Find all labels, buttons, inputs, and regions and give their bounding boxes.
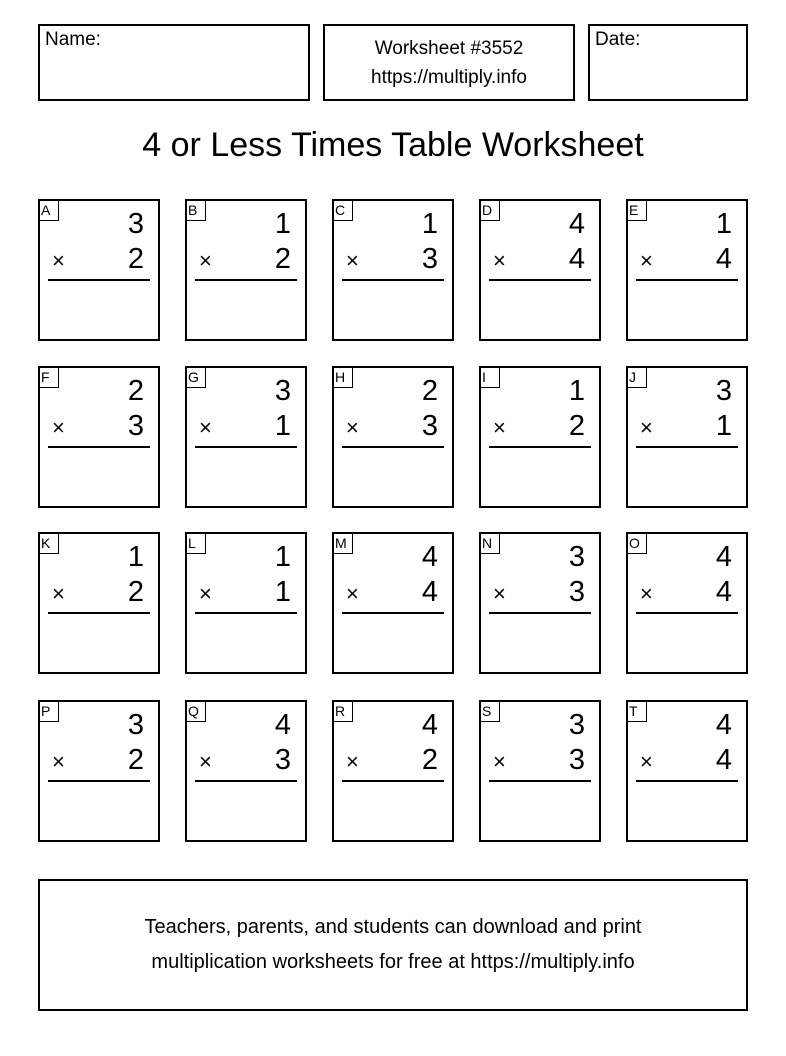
footer-box [38, 879, 748, 1011]
answer-line [636, 780, 738, 782]
problem-letter: B [185, 199, 206, 221]
problem-letter: L [185, 532, 206, 554]
multiplier: 2 [127, 576, 144, 608]
problem-card [626, 700, 748, 842]
times-sign: × [52, 248, 65, 273]
problem-letter: T [626, 700, 647, 722]
problem-letter: R [332, 700, 353, 722]
answer-line [342, 279, 444, 281]
problem-letter: O [626, 532, 647, 554]
multiplicand: 4 [421, 709, 438, 741]
times-sign: × [199, 415, 212, 440]
problem-letter: G [185, 366, 206, 388]
problem-card [185, 199, 307, 341]
problem-card [185, 532, 307, 674]
problem-letter: E [626, 199, 647, 221]
problem-letter: D [479, 199, 500, 221]
multiplier: 3 [421, 243, 438, 275]
multiplicand: 1 [274, 541, 291, 573]
problem-card [38, 700, 160, 842]
problem-card [38, 199, 160, 341]
multiplier: 1 [274, 576, 291, 608]
answer-line [342, 612, 444, 614]
problem-card [185, 366, 307, 508]
answer-line [489, 780, 591, 782]
problem-card [185, 700, 307, 842]
answer-line [342, 780, 444, 782]
problem-letter: N [479, 532, 500, 554]
multiplier: 4 [421, 576, 438, 608]
times-sign: × [199, 749, 212, 774]
multiplier: 4 [715, 243, 732, 275]
answer-line [48, 279, 150, 281]
answer-line [489, 612, 591, 614]
name-label: Name: [45, 29, 101, 50]
problem-letter: Q [185, 700, 206, 722]
multiplicand: 4 [715, 541, 732, 573]
problem-letter: P [38, 700, 59, 722]
problem-card [38, 366, 160, 508]
date-label: Date: [595, 29, 641, 50]
multiplier: 1 [274, 410, 291, 442]
worksheet-url: https://multiply.info [371, 66, 527, 88]
times-sign: × [346, 581, 359, 606]
answer-line [48, 780, 150, 782]
answer-line [195, 612, 297, 614]
multiplicand: 3 [568, 709, 585, 741]
answer-line [195, 279, 297, 281]
multiplier: 1 [715, 410, 732, 442]
times-sign: × [199, 581, 212, 606]
problem-card [332, 532, 454, 674]
answer-line [342, 446, 444, 448]
problem-card [332, 199, 454, 341]
problem-letter: F [38, 366, 59, 388]
times-sign: × [52, 581, 65, 606]
multiplicand: 4 [274, 709, 291, 741]
worksheet-number: Worksheet #3552 [374, 37, 524, 59]
page-title: 4 or Less Times Table Worksheet [142, 126, 644, 164]
problem-letter: A [38, 199, 59, 221]
answer-line [195, 780, 297, 782]
multiplicand: 1 [127, 541, 144, 573]
times-sign: × [640, 415, 653, 440]
times-sign: × [52, 749, 65, 774]
times-sign: × [346, 248, 359, 273]
date-box [588, 24, 748, 101]
multiplicand: 4 [421, 541, 438, 573]
multiplicand: 4 [568, 208, 585, 240]
multiplier: 3 [568, 576, 585, 608]
multiplier: 4 [715, 744, 732, 776]
multiplier: 3 [568, 744, 585, 776]
problem-card [479, 366, 601, 508]
multiplier: 3 [127, 410, 144, 442]
problem-letter: I [479, 366, 500, 388]
problem-letter: H [332, 366, 353, 388]
multiplicand: 2 [421, 375, 438, 407]
multiplicand: 1 [568, 375, 585, 407]
times-sign: × [493, 749, 506, 774]
multiplicand: 3 [715, 375, 732, 407]
answer-line [636, 612, 738, 614]
times-sign: × [493, 248, 506, 273]
answer-line [48, 446, 150, 448]
problem-card [332, 366, 454, 508]
times-sign: × [640, 581, 653, 606]
times-sign: × [493, 415, 506, 440]
name-box [38, 24, 310, 101]
worksheet-id-box [323, 24, 575, 101]
footer-line-2: multiplication worksheets for free at https://multiply.info [151, 951, 635, 973]
times-sign: × [346, 749, 359, 774]
multiplicand: 2 [127, 375, 144, 407]
problem-letter: J [626, 366, 647, 388]
multiplicand: 3 [568, 541, 585, 573]
times-sign: × [640, 248, 653, 273]
multiplicand: 3 [127, 709, 144, 741]
answer-line [636, 446, 738, 448]
multiplier: 3 [274, 744, 291, 776]
times-sign: × [493, 581, 506, 606]
multiplier: 2 [127, 744, 144, 776]
problem-letter: C [332, 199, 353, 221]
multiplier: 4 [568, 243, 585, 275]
problem-card [332, 700, 454, 842]
problem-card [626, 366, 748, 508]
answer-line [489, 446, 591, 448]
multiplicand: 4 [715, 709, 732, 741]
multiplier: 3 [421, 410, 438, 442]
multiplicand: 3 [127, 208, 144, 240]
footer-line-1: Teachers, parents, and students can download and print [144, 916, 642, 938]
multiplier: 4 [715, 576, 732, 608]
multiplier: 2 [274, 243, 291, 275]
problem-card [626, 199, 748, 341]
problem-card [38, 532, 160, 674]
problem-card [479, 700, 601, 842]
problem-card [479, 199, 601, 341]
multiplier: 2 [421, 744, 438, 776]
multiplier: 2 [127, 243, 144, 275]
times-sign: × [346, 415, 359, 440]
times-sign: × [199, 248, 212, 273]
problem-card [479, 532, 601, 674]
problem-letter: K [38, 532, 59, 554]
times-sign: × [52, 415, 65, 440]
multiplicand: 1 [421, 208, 438, 240]
multiplicand: 1 [715, 208, 732, 240]
answer-line [489, 279, 591, 281]
multiplier: 2 [568, 410, 585, 442]
answer-line [195, 446, 297, 448]
problem-letter: M [332, 532, 353, 554]
multiplicand: 3 [274, 375, 291, 407]
times-sign: × [640, 749, 653, 774]
answer-line [48, 612, 150, 614]
problem-letter: S [479, 700, 500, 722]
answer-line [636, 279, 738, 281]
multiplicand: 1 [274, 208, 291, 240]
problem-card [626, 532, 748, 674]
